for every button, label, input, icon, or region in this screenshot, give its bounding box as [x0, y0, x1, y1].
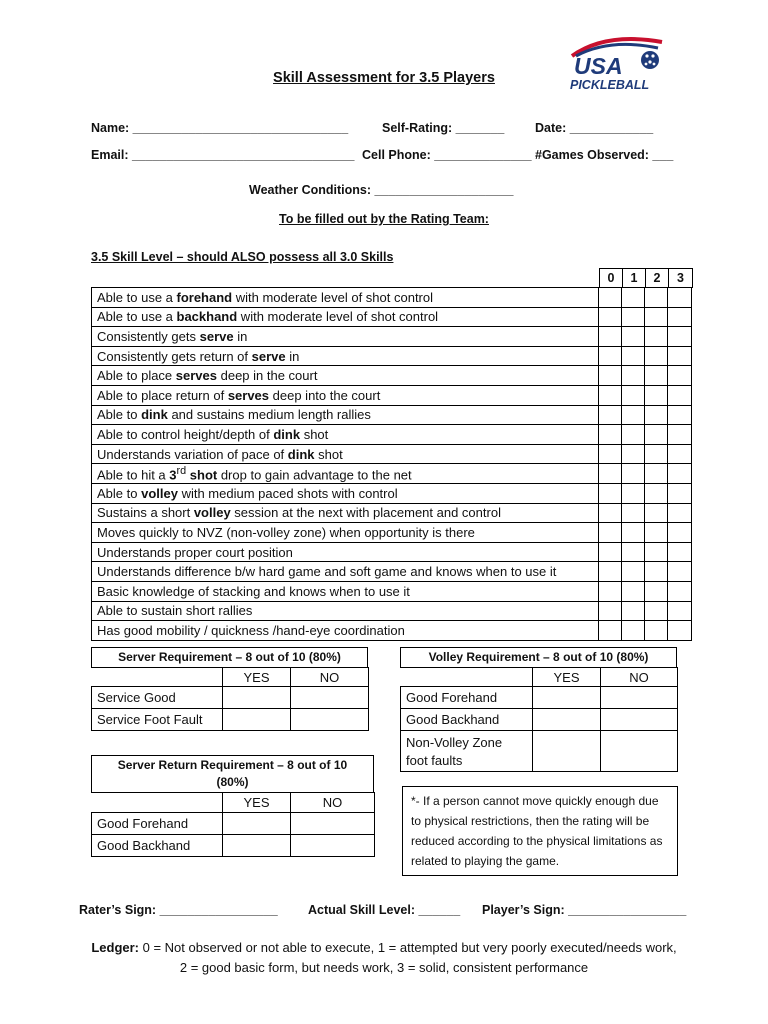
skill-row: [92, 327, 692, 347]
score-cell-3[interactable]: [668, 483, 692, 503]
no-header: NO: [291, 793, 375, 813]
skill-description: [92, 503, 599, 523]
score-cell-1[interactable]: [622, 562, 645, 582]
score-cell-2[interactable]: [645, 464, 668, 484]
skill-description: [92, 601, 599, 621]
score-cell-1[interactable]: [622, 483, 645, 503]
score-cell-1[interactable]: [622, 601, 645, 621]
score-header-1: 1: [623, 269, 646, 288]
score-cell-1[interactable]: [622, 385, 645, 405]
score-cell-2[interactable]: [645, 425, 668, 445]
skill-level-heading: 3.5 Skill Level – should ALSO possess all 3.0 Skills: [91, 250, 394, 264]
server-return-requirement-table: [91, 792, 375, 857]
skill-row: [92, 581, 692, 601]
score-cell-0[interactable]: [599, 503, 622, 523]
skill-text: Able to control height/depth of: [97, 426, 274, 442]
score-cell-0[interactable]: [599, 288, 622, 308]
skill-row: [92, 621, 692, 641]
name-field[interactable]: Name: _______________________________: [91, 121, 349, 135]
score-cell-2[interactable]: [645, 581, 668, 601]
yes-cell[interactable]: [223, 813, 291, 835]
skill-text: Moves quickly to NVZ (non-volley zone) when opportunity is there: [97, 524, 475, 540]
skill-row: [92, 366, 692, 386]
skill-text: Sustains a short: [97, 505, 194, 521]
score-cell-2[interactable]: [645, 483, 668, 503]
ledger-text-1: 0 = Not observed or not able to execute, 1 = attempted but very poorly executed/needs work,: [139, 940, 677, 955]
requirement-label: Good Backhand: [92, 835, 223, 857]
cell-phone-field[interactable]: Cell Phone: ______________: [362, 148, 532, 162]
no-cell[interactable]: [291, 687, 369, 709]
skill-keyword: shot: [186, 467, 218, 483]
ledger-label: Ledger:: [91, 940, 139, 955]
no-cell[interactable]: [291, 813, 375, 835]
blank-cell: [92, 668, 223, 687]
skill-text: Able to: [97, 407, 142, 423]
score-header: [599, 268, 693, 288]
requirement-label: Service Foot Fault: [92, 709, 223, 731]
skill-row: [92, 503, 692, 523]
requirement-label: [401, 731, 533, 772]
score-cell-2[interactable]: [645, 542, 668, 562]
skill-text: Able to place return of: [97, 387, 228, 403]
skill-text: deep in the court: [217, 368, 318, 384]
skill-row: [92, 405, 692, 425]
score-cell-3[interactable]: [668, 385, 692, 405]
skill-text: Has good mobility / quickness /hand-eye coordination: [97, 622, 405, 638]
score-header-0: 0: [600, 269, 623, 288]
title-line-1: Server Return Requirement – 8 out of 10: [117, 758, 348, 772]
skill-keyword: volley: [141, 485, 178, 501]
player-sign-field[interactable]: Player’s Sign: _________________: [482, 903, 687, 917]
skill-text: Understands variation of pace of: [97, 446, 288, 462]
nvz-line-2: foot faults: [406, 752, 463, 768]
score-cell-1[interactable]: [622, 327, 645, 347]
actual-skill-level-field[interactable]: Actual Skill Level: ______: [308, 903, 461, 917]
requirement-label: Good Backhand: [401, 709, 533, 731]
score-cell-0[interactable]: [599, 621, 622, 641]
skill-description: [92, 621, 599, 641]
skill-description: [92, 327, 599, 347]
skill-row: [92, 523, 692, 543]
skill-text: Understands difference b/w hard game and soft game and knows when to use it: [97, 564, 557, 580]
no-cell[interactable]: [291, 835, 375, 857]
skill-text: drop to gain advantage to the net: [217, 467, 412, 483]
skill-description: [92, 464, 599, 484]
requirement-label: Good Forehand: [401, 687, 533, 709]
score-cell-0[interactable]: [599, 542, 622, 562]
score-cell-1[interactable]: [622, 581, 645, 601]
server-return-requirement-title: [91, 755, 374, 793]
score-cell-3[interactable]: [668, 405, 692, 425]
skill-text: Consistently gets return of: [97, 348, 252, 364]
score-cell-1[interactable]: [622, 366, 645, 386]
score-cell-3[interactable]: [668, 346, 692, 366]
self-rating-field[interactable]: Self-Rating: _______: [382, 121, 505, 135]
games-observed-field[interactable]: #Games Observed: ___: [535, 148, 674, 162]
title-line-2: (80%): [216, 775, 249, 789]
skill-text: with moderate level of shot control: [232, 289, 434, 305]
score-cell-2[interactable]: [645, 385, 668, 405]
skill-row: [92, 346, 692, 366]
score-cell-2[interactable]: [645, 562, 668, 582]
score-cell-2[interactable]: [645, 346, 668, 366]
skill-text: with moderate level of shot control: [237, 309, 439, 325]
skill-text: Basic knowledge of stacking and knows when to use it: [97, 583, 410, 599]
no-cell[interactable]: [601, 709, 678, 731]
score-cell-1[interactable]: [622, 346, 645, 366]
skill-row: [92, 444, 692, 464]
skill-row: [92, 464, 692, 484]
score-cell-3[interactable]: [668, 581, 692, 601]
yes-cell[interactable]: [533, 709, 601, 731]
skill-row: [92, 483, 692, 503]
skill-description: [92, 346, 599, 366]
skill-text: in: [285, 348, 300, 364]
score-cell-0[interactable]: [599, 385, 622, 405]
skill-keyword: volley: [193, 505, 231, 521]
score-cell-3[interactable]: [668, 288, 692, 308]
svg-text:PICKLEBALL: PICKLEBALL: [570, 78, 650, 92]
score-cell-0[interactable]: [599, 483, 622, 503]
blank-cell: [92, 793, 223, 813]
score-cell-2[interactable]: [645, 327, 668, 347]
score-cell-0[interactable]: [599, 366, 622, 386]
score-cell-1[interactable]: [622, 288, 645, 308]
no-header: NO: [291, 668, 369, 687]
skill-description: [92, 307, 599, 327]
rating-team-note: To be filled out by the Rating Team:: [279, 212, 489, 226]
skill-text: deep into the court: [269, 387, 381, 403]
skill-text: with medium paced shots with control: [177, 485, 398, 501]
skill-text: session at the next with placement and control: [230, 505, 501, 521]
ledger-line-2: 2 = good basic form, but needs work, 3 = solid, consistent performance: [179, 960, 589, 975]
requirement-label: Good Forehand: [92, 813, 223, 835]
skill-row: [92, 288, 692, 308]
skill-keyword: backhand: [176, 309, 238, 325]
yes-cell[interactable]: [533, 687, 601, 709]
score-cell-3[interactable]: [668, 601, 692, 621]
skill-text: in: [233, 328, 248, 344]
score-cell-1[interactable]: [622, 444, 645, 464]
nvz-line-1: Non-Volley Zone: [406, 734, 503, 750]
skills-table: [91, 287, 692, 641]
skill-text: Able to hit a: [97, 467, 170, 483]
rater-sign-field[interactable]: Rater’s Sign: _________________: [79, 903, 278, 917]
skill-keyword: dink: [273, 426, 301, 442]
yes-cell[interactable]: [223, 835, 291, 857]
skill-row: [92, 542, 692, 562]
score-cell-3[interactable]: [668, 444, 692, 464]
no-cell[interactable]: [601, 687, 678, 709]
skill-description: [92, 288, 599, 308]
score-cell-0[interactable]: [599, 327, 622, 347]
score-cell-2[interactable]: [645, 621, 668, 641]
yes-cell[interactable]: [533, 731, 601, 772]
skill-text: Able to place: [97, 368, 176, 384]
yes-header: YES: [223, 668, 291, 687]
score-cell-3[interactable]: [668, 523, 692, 543]
score-cell-1[interactable]: [622, 307, 645, 327]
date-field[interactable]: Date: ____________: [535, 121, 654, 135]
skill-superscript: rd: [176, 464, 187, 477]
score-cell-3[interactable]: [668, 503, 692, 523]
score-cell-3[interactable]: [668, 425, 692, 445]
score-cell-3[interactable]: [668, 327, 692, 347]
score-cell-1[interactable]: [622, 425, 645, 445]
score-cell-3[interactable]: [668, 464, 692, 484]
skill-description: [92, 444, 599, 464]
skill-row: [92, 307, 692, 327]
volley-requirement-table: [400, 667, 678, 772]
score-cell-2[interactable]: [645, 288, 668, 308]
score-cell-0[interactable]: [599, 464, 622, 484]
skill-text: shot: [300, 426, 329, 442]
skill-keyword: dink: [141, 407, 168, 423]
skill-text: Able to use a: [97, 289, 177, 305]
score-cell-0[interactable]: [599, 425, 622, 445]
yes-cell[interactable]: [223, 687, 291, 709]
score-cell-0[interactable]: [599, 346, 622, 366]
score-cell-1[interactable]: [622, 464, 645, 484]
skill-text: Able to use a: [97, 309, 177, 325]
skill-keyword: serve: [251, 348, 286, 364]
score-cell-3[interactable]: [668, 621, 692, 641]
requirement-label: Service Good: [92, 687, 223, 709]
weather-field[interactable]: Weather Conditions: ____________________: [249, 183, 514, 197]
ledger: [0, 938, 768, 978]
no-cell[interactable]: [291, 709, 369, 731]
score-cell-2[interactable]: [645, 523, 668, 543]
score-cell-1[interactable]: [622, 405, 645, 425]
score-cell-3[interactable]: [668, 307, 692, 327]
skill-description: [92, 385, 599, 405]
skill-text: shot: [314, 446, 343, 462]
skill-text: Consistently gets: [97, 328, 200, 344]
yes-header: YES: [223, 793, 291, 813]
skill-description: [92, 562, 599, 582]
score-cell-3[interactable]: [668, 562, 692, 582]
skill-row: [92, 601, 692, 621]
ledger-line-1: [0, 938, 768, 958]
score-cell-0[interactable]: [599, 405, 622, 425]
score-cell-3[interactable]: [668, 366, 692, 386]
no-header: NO: [601, 668, 678, 687]
score-cell-2[interactable]: [645, 601, 668, 621]
score-cell-0[interactable]: [599, 581, 622, 601]
score-cell-2[interactable]: [645, 405, 668, 425]
mobility-note: *- If a person cannot move quickly enough due to physical restrictions, then the rating will be reduced according to the physical limitations as related to playing the game.: [402, 786, 678, 876]
score-cell-0[interactable]: [599, 601, 622, 621]
skill-keyword: serves: [227, 387, 270, 403]
volley-requirement-title: Volley Requirement – 8 out of 10 (80%): [400, 647, 677, 668]
score-cell-0[interactable]: [599, 523, 622, 543]
skill-text: Able to: [97, 485, 142, 501]
server-requirement-table: [91, 667, 369, 731]
skill-row: [92, 385, 692, 405]
skill-row: [92, 562, 692, 582]
skill-keyword: dink: [287, 446, 315, 462]
skill-keyword: serve: [199, 328, 234, 344]
skill-text: and sustains medium length rallies: [167, 407, 371, 423]
skill-description: [92, 425, 599, 445]
score-cell-2[interactable]: [645, 366, 668, 386]
skill-keyword: forehand: [176, 289, 233, 305]
skill-keyword: 3: [169, 467, 177, 483]
form-title: Skill Assessment for 3.5 Players: [273, 70, 495, 86]
skill-description: [92, 581, 599, 601]
score-cell-1[interactable]: [622, 523, 645, 543]
score-cell-0[interactable]: [599, 307, 622, 327]
yes-header: YES: [533, 668, 601, 687]
no-cell[interactable]: [601, 731, 678, 772]
skill-description: [92, 366, 599, 386]
score-cell-1[interactable]: [622, 621, 645, 641]
score-header-2: 2: [646, 269, 669, 288]
score-cell-3[interactable]: [668, 542, 692, 562]
score-cell-1[interactable]: [622, 503, 645, 523]
server-requirement-title: Server Requirement – 8 out of 10 (80%): [91, 647, 368, 668]
svg-text:USA: USA: [574, 53, 623, 79]
skill-row: [92, 425, 692, 445]
score-header-3: 3: [669, 269, 693, 288]
email-field[interactable]: Email: ________________________________: [91, 148, 355, 162]
score-cell-0[interactable]: [599, 444, 622, 464]
skill-text: Able to sustain short rallies: [97, 603, 253, 619]
score-cell-1[interactable]: [622, 542, 645, 562]
score-cell-2[interactable]: [645, 307, 668, 327]
blank-cell: [401, 668, 533, 687]
score-cell-0[interactable]: [599, 562, 622, 582]
skill-description: [92, 483, 599, 503]
yes-cell[interactable]: [223, 709, 291, 731]
skill-text: Understands proper court position: [97, 544, 293, 560]
skill-description: [92, 542, 599, 562]
skill-description: [92, 523, 599, 543]
score-cell-2[interactable]: [645, 444, 668, 464]
skill-keyword: serves: [175, 368, 217, 384]
score-cell-2[interactable]: [645, 503, 668, 523]
skill-description: [92, 405, 599, 425]
